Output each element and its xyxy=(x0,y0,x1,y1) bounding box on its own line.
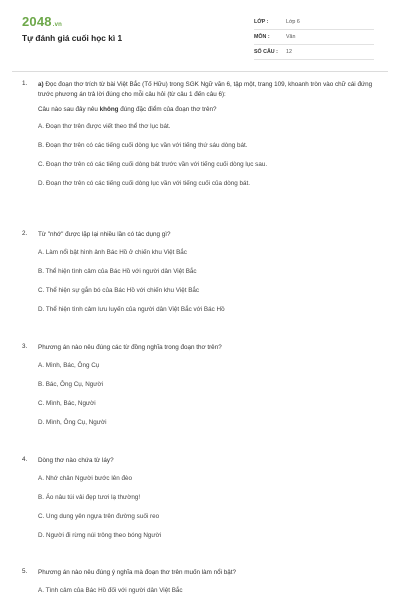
question-number: 2. xyxy=(22,230,28,237)
meta-value: 12 xyxy=(286,49,292,55)
worksheet-header xyxy=(0,0,400,72)
answer-option[interactable]: C. Thể hiện sự gắn bó của Bác Hồ với chiến khu Việt Bắc xyxy=(38,286,200,294)
question-text: Phương án nào nêu đúng ý nghĩa mà đoạn thơ trên muốn làm nổi bật? xyxy=(38,569,237,576)
answer-option[interactable]: D. Đoạn thơ trên có các tiếng cuối dòng lục vần với tiếng cuối của dòng bát. xyxy=(38,180,250,187)
question-body: Đọc đoạn thơ trích từ bài Việt Bắc (Tố Hữu) trong SGK Ngữ văn 6, tập một, trang 109, khoanh tròn vào chữ cái đứng trước phương án trả lời đúng cho mỗi câu hỏi (từ câu 1 đến câu 6): xyxy=(38,81,373,98)
question-text: Dòng thơ nào chứa từ láy? xyxy=(38,457,114,464)
meta-table xyxy=(254,15,374,60)
answer-option[interactable]: C. Ung dung yên ngựa trên đường suối reo xyxy=(38,512,160,520)
meta-label: LỚP : xyxy=(254,19,269,25)
meta-label: MÔN : xyxy=(254,34,270,40)
answer-option[interactable]: B. Thể hiện tình cảm của Bác Hồ với người dân Việt Bắc xyxy=(38,267,197,275)
meta-value: Văn xyxy=(286,34,296,40)
meta-row-class xyxy=(254,15,374,30)
question-5 xyxy=(0,568,400,600)
answer-option[interactable]: C. Đoạn thơ trên có các tiếng cuối dòng bát trước vần với tiếng cuối dòng lục sau. xyxy=(38,161,268,168)
answer-option[interactable]: A. Đoạn thơ trên được viết theo thể thơ lục bát. xyxy=(38,123,171,130)
question-2 xyxy=(0,230,400,343)
answer-option[interactable]: A. Nhớ chân Người bước lên đèo xyxy=(38,474,132,482)
question-text: Từ "nhớ" được lặp lại nhiều lần có tác dụng gì? xyxy=(38,231,171,238)
meta-row-count xyxy=(254,45,374,60)
logo-text: 2048 xyxy=(22,14,52,29)
header-divider xyxy=(12,71,388,72)
answer-option[interactable]: B. Áo nâu túi vải đẹp tươi lạ thường! xyxy=(38,493,141,501)
answer-option[interactable]: A. Tình cảm của Bác Hồ đối với người dân Việt Bắc xyxy=(38,586,183,594)
question-1 xyxy=(0,80,400,230)
question-number: 3. xyxy=(22,343,28,350)
question-list xyxy=(0,80,400,600)
answer-option[interactable]: D. Người đi rừng núi trông theo bóng Người xyxy=(38,531,162,539)
sub-prompt-end: đúng đặc điểm của đoạn thơ trên? xyxy=(118,106,217,113)
site-logo[interactable] xyxy=(22,14,62,29)
answer-option[interactable]: B. Bác, Ông Cụ, Người xyxy=(38,380,104,388)
sub-prompt-emphasis: không xyxy=(99,106,119,113)
question-3 xyxy=(0,343,400,456)
question-number: 1. xyxy=(22,80,28,87)
question-4 xyxy=(0,456,400,568)
question-text: Phương án nào nêu đúng các từ đồng nghĩa trong đoạn thơ trên? xyxy=(38,344,222,351)
sub-prompt-start: Câu nào sau đây nêu xyxy=(38,106,100,113)
meta-row-subject xyxy=(254,30,374,45)
answer-option[interactable]: C. Mình, Bác, Người xyxy=(38,399,96,407)
page-title: Tự đánh giá cuối học kì 1 xyxy=(22,33,123,43)
sub-prompt xyxy=(38,105,400,114)
question-prefix: a) xyxy=(38,81,44,88)
answer-option[interactable]: D. Thể hiện tình cảm lưu luyến của người dân Việt Bắc với Bác Hồ xyxy=(38,305,225,313)
meta-label: SỐ CÂU : xyxy=(254,49,278,55)
question-number: 4. xyxy=(22,456,28,463)
answer-option[interactable]: A. Mình, Bác, Ông Cụ xyxy=(38,361,100,369)
answer-option[interactable]: B. Đoạn thơ trên có các tiếng cuối dòng lục vần với tiếng thứ sáu dòng bát. xyxy=(38,142,248,149)
answer-option[interactable]: A. Làm nổi bật hình ảnh Bác Hồ ở chiến khu Việt Bắc xyxy=(38,248,187,256)
meta-value: Lớp 6 xyxy=(286,19,300,25)
question-number: 5. xyxy=(22,568,28,575)
answer-option[interactable]: D. Mình, Ông Cụ, Người xyxy=(38,418,107,426)
logo-tld: .vn xyxy=(52,22,63,28)
question-text xyxy=(38,80,380,99)
